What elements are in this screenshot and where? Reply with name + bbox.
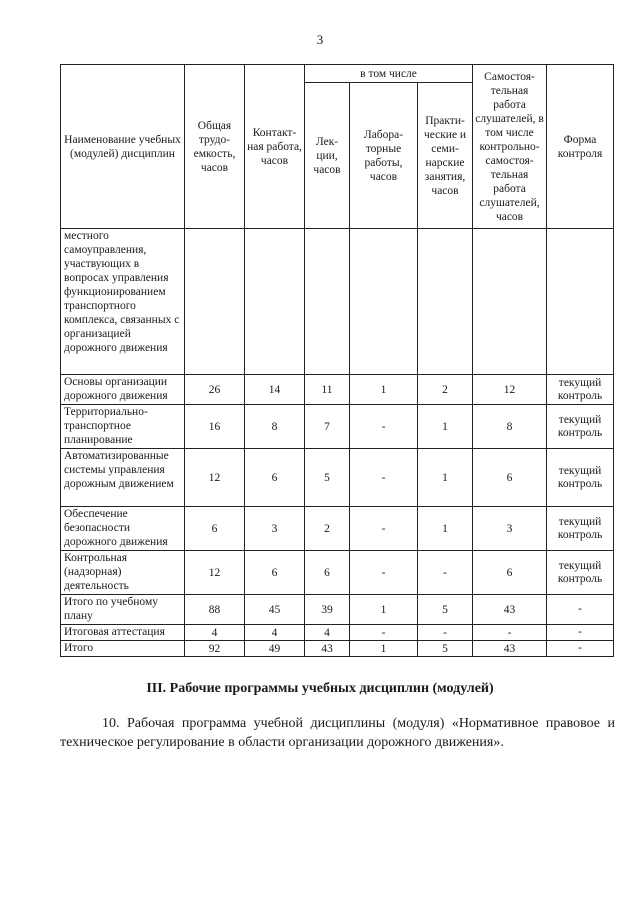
cell-labs xyxy=(350,229,418,375)
curriculum-table xyxy=(60,64,614,657)
cell-contact xyxy=(245,229,305,375)
section-title: III. Рабочие программы учебных дисциплин (модулей) xyxy=(146,681,494,696)
cell-contact: 14 xyxy=(245,375,305,405)
cell-form: текущий контроль xyxy=(547,551,614,595)
header-total: Общая трудо-емкость, часов xyxy=(185,65,245,229)
cell-self xyxy=(473,229,547,375)
cell-labs: 1 xyxy=(350,375,418,405)
table-row xyxy=(61,405,614,449)
page-number: 3 xyxy=(316,32,324,47)
cell-form: текущий контроль xyxy=(547,405,614,449)
cell-name: Обеспечение безопасности дорожного движения xyxy=(61,507,185,551)
cell-name: Основы организации дорожного движения xyxy=(61,375,185,405)
cell-self: 43 xyxy=(473,641,547,657)
cell-practice: 1 xyxy=(418,449,473,507)
cell-labs: - xyxy=(350,449,418,507)
cell-labs: - xyxy=(350,507,418,551)
cell-labs: 1 xyxy=(350,641,418,657)
header-self: Самостоя-тельная работа слушателей, в том числе контрольно-самостоя-тельная работа слушателей, часов xyxy=(473,65,547,229)
cell-form: - xyxy=(547,625,614,641)
header-name: Наименование учебных (модулей) дисциплин xyxy=(61,65,185,229)
header-practice: Практи-ческие и семи-нарские занятия, часов xyxy=(418,83,473,229)
cell-practice: 5 xyxy=(418,641,473,657)
table-row xyxy=(61,449,614,507)
cell-lectures: 39 xyxy=(305,595,350,625)
cell-self: 6 xyxy=(473,449,547,507)
table-row xyxy=(61,625,614,641)
cell-name: Итоговая аттестация xyxy=(61,625,185,641)
table-row xyxy=(61,595,614,625)
cell-total: 4 xyxy=(185,625,245,641)
table-row xyxy=(61,229,614,375)
cell-labs: - xyxy=(350,551,418,595)
cell-practice: 1 xyxy=(418,405,473,449)
cell-labs: - xyxy=(350,625,418,641)
cell-name: местного самоуправления, участвующих в вопросах управления функционированием транспортного комплекса, связанных с организацией дорожного движения xyxy=(61,229,185,375)
cell-contact: 4 xyxy=(245,625,305,641)
cell-total: 12 xyxy=(185,449,245,507)
cell-contact: 8 xyxy=(245,405,305,449)
table-row xyxy=(61,551,614,595)
cell-self: 43 xyxy=(473,595,547,625)
cell-name: Итого по учебному плану xyxy=(61,595,185,625)
cell-self: 3 xyxy=(473,507,547,551)
cell-practice: - xyxy=(418,551,473,595)
cell-total: 92 xyxy=(185,641,245,657)
cell-lectures: 4 xyxy=(305,625,350,641)
cell-contact: 49 xyxy=(245,641,305,657)
cell-total: 16 xyxy=(185,405,245,449)
cell-practice: 2 xyxy=(418,375,473,405)
cell-practice: 5 xyxy=(418,595,473,625)
cell-form: текущий контроль xyxy=(547,449,614,507)
cell-labs: - xyxy=(350,405,418,449)
cell-contact: 6 xyxy=(245,551,305,595)
cell-lectures: 6 xyxy=(305,551,350,595)
cell-lectures: 43 xyxy=(305,641,350,657)
cell-total: 6 xyxy=(185,507,245,551)
cell-total xyxy=(185,229,245,375)
cell-contact: 3 xyxy=(245,507,305,551)
header-labs: Лабора-торные работы, часов xyxy=(350,83,418,229)
cell-practice: - xyxy=(418,625,473,641)
table-row xyxy=(61,641,614,657)
cell-self: 12 xyxy=(473,375,547,405)
cell-form xyxy=(547,229,614,375)
header-form: Форма контроля xyxy=(547,65,614,229)
header-lectures: Лек-ции, часов xyxy=(305,83,350,229)
cell-lectures: 7 xyxy=(305,405,350,449)
cell-total: 12 xyxy=(185,551,245,595)
cell-name: Территориально-транспортное планирование xyxy=(61,405,185,449)
cell-total: 88 xyxy=(185,595,245,625)
cell-lectures: 5 xyxy=(305,449,350,507)
table-row xyxy=(61,375,614,405)
cell-practice xyxy=(418,229,473,375)
cell-name: Автоматизированные системы управления дорожным движением xyxy=(61,449,185,507)
cell-form: - xyxy=(547,641,614,657)
cell-lectures: 2 xyxy=(305,507,350,551)
cell-total: 26 xyxy=(185,375,245,405)
cell-self: - xyxy=(473,625,547,641)
cell-self: 6 xyxy=(473,551,547,595)
header-including: в том числе xyxy=(305,65,473,83)
cell-self: 8 xyxy=(473,405,547,449)
cell-labs: 1 xyxy=(350,595,418,625)
cell-form: текущий контроль xyxy=(547,375,614,405)
cell-contact: 45 xyxy=(245,595,305,625)
header-contact: Контакт-ная работа, часов xyxy=(245,65,305,229)
cell-form: текущий контроль xyxy=(547,507,614,551)
cell-practice: 1 xyxy=(418,507,473,551)
table-row xyxy=(61,507,614,551)
cell-lectures xyxy=(305,229,350,375)
cell-name: Итого xyxy=(61,641,185,657)
paragraph-10: 10. Рабочая программа учебной дисциплины (модуля) «Нормативное правовое и техническое регулирование в области организации дорожного движения». xyxy=(60,716,615,750)
cell-form: - xyxy=(547,595,614,625)
cell-contact: 6 xyxy=(245,449,305,507)
cell-name: Контрольная (надзорная) деятельность xyxy=(61,551,185,595)
cell-lectures: 11 xyxy=(305,375,350,405)
